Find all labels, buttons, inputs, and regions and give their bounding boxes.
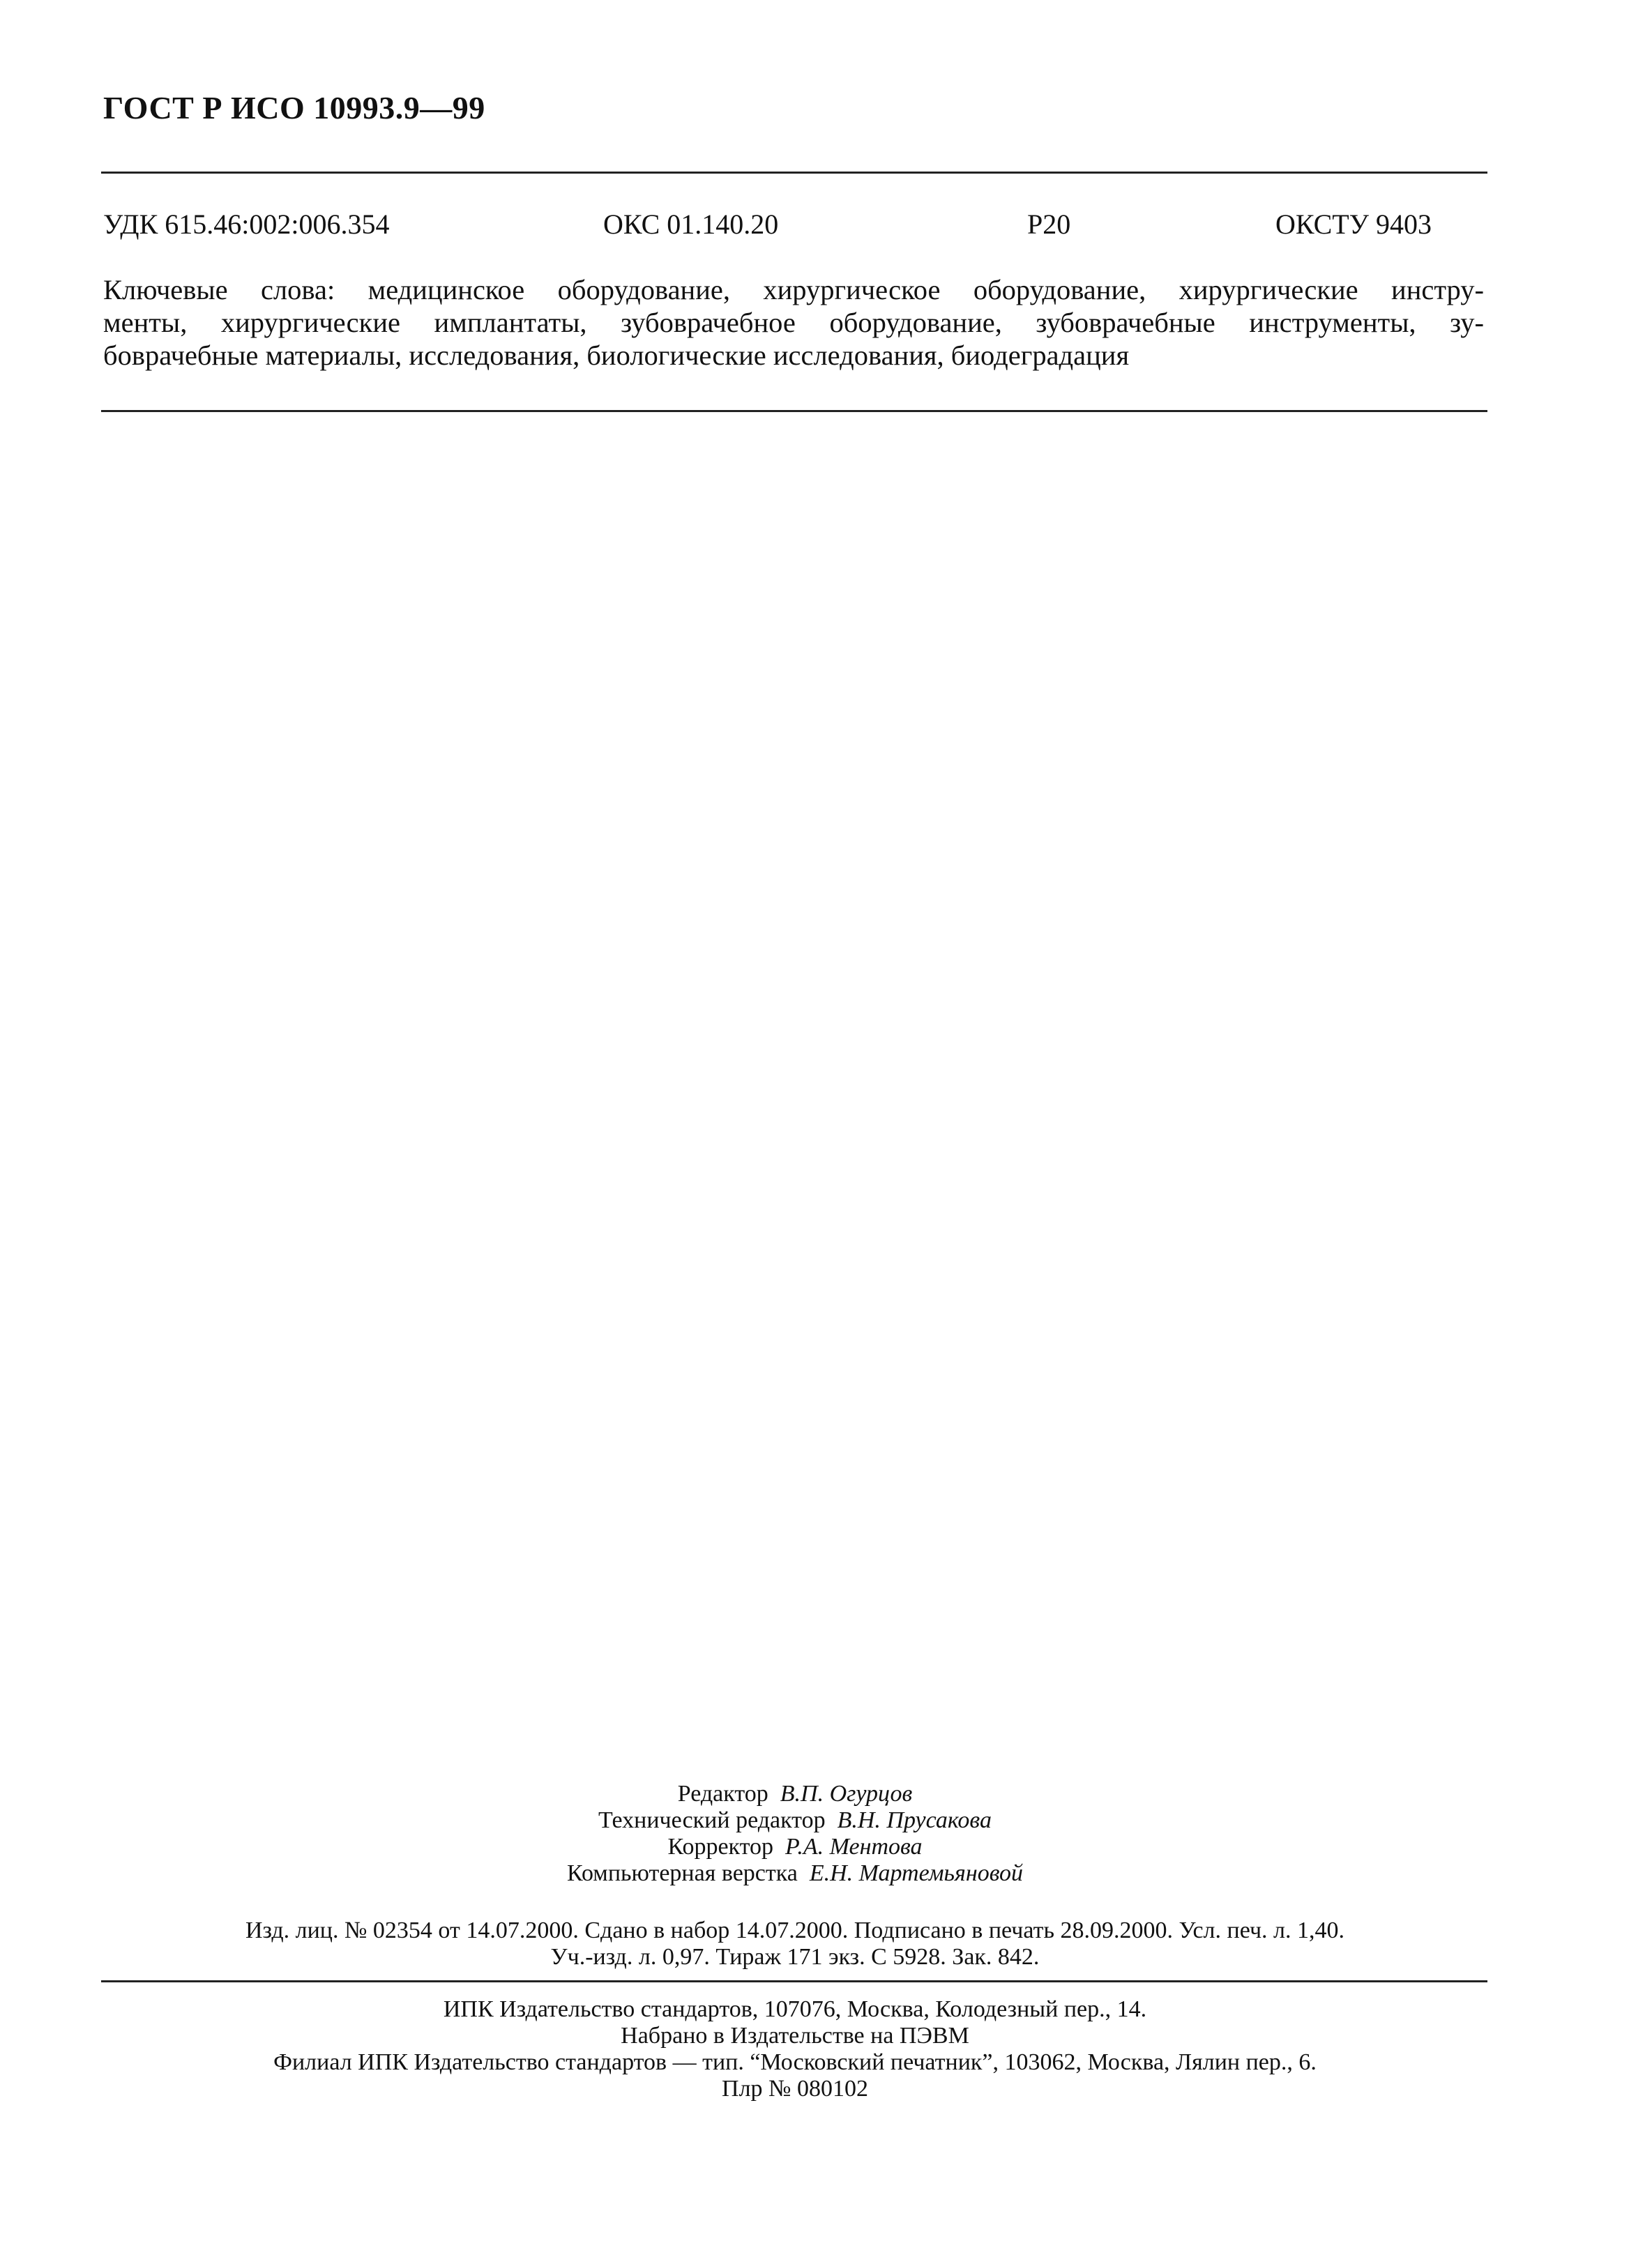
udk-code: УДК 615.46:002:006.354	[103, 208, 390, 240]
credit-role: Технический редактор	[598, 1807, 826, 1833]
credit-role: Корректор	[667, 1834, 774, 1860]
publisher-block	[0, 1996, 1590, 2102]
top-rule	[101, 172, 1487, 174]
credit-name: Е.Н. Мартемьяновой	[809, 1860, 1024, 1886]
credit-name: В.П. Огурцов	[780, 1781, 913, 1807]
credit-tech-editor	[0, 1807, 1590, 1834]
standard-code: ГОСТ Р ИСО 10993.9—99	[103, 90, 485, 126]
credit-editor	[0, 1781, 1590, 1807]
credit-name: Р.А. Ментова	[785, 1834, 923, 1860]
imprint-line: Изд. лиц. № 02354 от 14.07.2000. Сдано в набор 14.07.2000. Подписано в печать 28.09.2000. Усл. печ. л. 1,40.	[245, 1918, 1345, 1943]
oks-code: ОКС 01.140.20	[603, 208, 779, 240]
publisher-line: Набрано в Издательстве на ПЭВМ	[621, 2023, 969, 2049]
credit-name: В.Н. Прусакова	[837, 1807, 992, 1833]
publisher-line: Филиал ИПК Издательство стандартов — тип. “Московский печатник”, 103062, Москва, Лялин пер., 6.	[273, 2049, 1317, 2075]
credit-proofreader	[0, 1834, 1590, 1860]
credit-role: Редактор	[677, 1781, 768, 1807]
credits-block	[0, 1781, 1590, 1887]
imprint-line: Уч.-изд. л. 0,97. Тираж 171 экз. С 5928. Зак. 842.	[550, 1944, 1040, 1970]
credit-layout	[0, 1860, 1590, 1887]
keywords-bottom-rule	[101, 410, 1487, 412]
publisher-line: Плр № 080102	[722, 2076, 868, 2102]
imprint-block	[0, 1918, 1590, 1971]
keywords-line: менты, хирургические имплантаты, зубоврачебное оборудование, зубоврачебные инструменты, зу-	[103, 307, 1484, 338]
imprint-bottom-rule	[101, 1980, 1487, 1982]
okstu-code: ОКСТУ 9403	[1275, 208, 1432, 240]
keywords-line: Ключевые слова: медицинское оборудование, хирургическое оборудование, хирургические инстру-	[103, 274, 1484, 305]
publisher-line: ИПК Издательство стандартов, 107076, Москва, Колодезный пер., 14.	[443, 1996, 1147, 2022]
classification-row	[103, 208, 1480, 250]
keywords-paragraph	[103, 273, 1484, 372]
keywords-line: боврачебные материалы, исследования, биологические исследования, биодеградация	[103, 340, 1130, 371]
credit-role: Компьютерная верстка	[566, 1860, 798, 1886]
group-code: Р20	[1027, 208, 1071, 240]
